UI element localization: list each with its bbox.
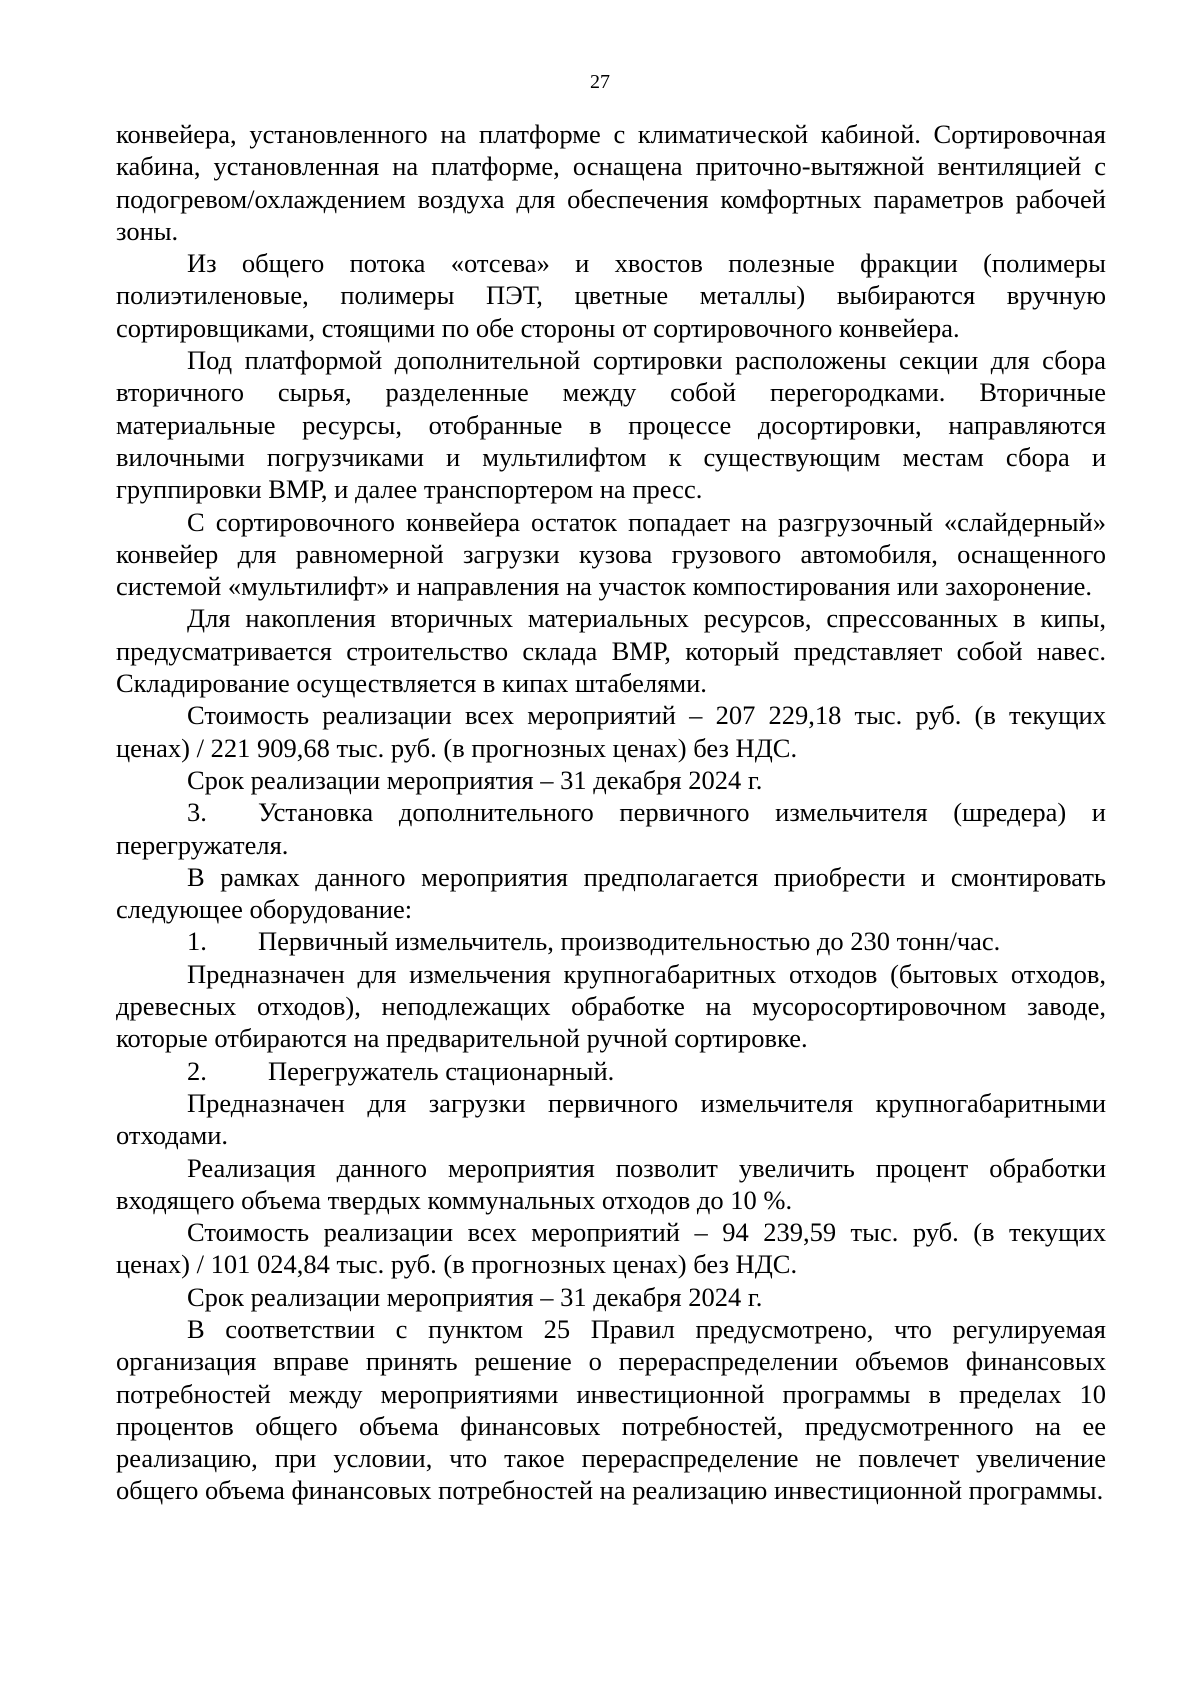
list-item-text: Первичный измельчитель, производительностью до 230 тонн/час. <box>258 926 1001 957</box>
paragraph: С сортировочного конвейера остаток попадает на разгрузочный «слайдерный» конвейер для равномерной загрузки кузова грузового автомобиля, оснащенного системой «мультилифт» и направления на участок компостирования или захоронение. <box>116 506 1106 602</box>
numbered-item <box>116 1055 1106 1087</box>
paragraph: Предназначен для измельчения крупногабаритных отходов (бытовых отходов, древесных отходов), неподлежащих обработке на мусоросортировочном заводе, которые отбираются на предварительной ручной сортировке. <box>116 958 1106 1054</box>
document-body <box>116 118 1106 1507</box>
paragraph: Срок реализации мероприятия – 31 декабря 2024 г. <box>187 1281 763 1312</box>
paragraph: В соответствии с пунктом 25 Правил предусмотрено, что регулируемая организация вправе принять решение о перераспределении объемов финансовых потребностей между мероприятиями инвестиционной программы в пределах 10 процентов общего объема финансовых потребностей, предусмотренного на ее реализацию, при условии, что такое перераспределение не повлечет увеличение общего объема финансовых потребностей на реализацию инвестиционной программы. <box>116 1313 1106 1506</box>
page-number: 27 <box>590 71 610 93</box>
list-item-text: Перегружатель стационарный. <box>268 1055 615 1086</box>
paragraph: Предназначен для загрузки первичного измельчителя крупногабаритными отходами. <box>116 1087 1106 1151</box>
paragraph: Стоимость реализации всех мероприятий – 207 229,18 тыс. руб. (в текущих ценах) / 221 909,68 тыс. руб. (в прогнозных ценах) без НДС. <box>116 700 1106 763</box>
numbered-item <box>116 925 1106 957</box>
paragraph: Для накопления вторичных материальных ресурсов, спрессованных в кипы, предусматривается строительство склада ВМР, который представляет собой навес. Складирование осуществляется в кипах штабелями. <box>116 603 1106 699</box>
list-number: 1. <box>187 926 207 957</box>
paragraph: В рамках данного мероприятия предполагается приобрести и смонтировать следующее оборудование: <box>116 861 1106 925</box>
list-item-text: Установка дополнительного первичного измельчителя (шредера) и перегружателя. <box>116 797 1106 860</box>
paragraph: Срок реализации мероприятия – 31 декабря 2024 г. <box>187 764 763 795</box>
paragraph: конвейера, установленного на платформе с климатической кабиной. Сортировочная кабина, установленная на платформе, оснащена приточно-вытяжной вентиляцией с подогревом/охлаждением воздуха для обеспечения комфортных параметров рабочей зоны. <box>116 119 1106 246</box>
list-number: 3. <box>187 797 207 828</box>
paragraph: Стоимость реализации всех мероприятий – 94 239,59 тыс. руб. (в текущих ценах) / 101 024,84 тыс. руб. (в прогнозных ценах) без НДС. <box>116 1217 1106 1280</box>
list-number: 2. <box>187 1055 207 1086</box>
paragraph: Реализация данного мероприятия позволит увеличить процент обработки входящего объема твердых коммунальных отходов до 10 %. <box>116 1152 1106 1215</box>
paragraph: Под платформой дополнительной сортировки расположены секции для сбора вторичного сырья, разделенные между собой перегородками. Вторичные материальные ресурсы, отобранные в процессе досортировки, направляются вилочными погрузчиками и мультилифтом к существующим местам сбора и группировки ВМР, и далее транспортером на пресс. <box>116 345 1106 505</box>
paragraph: Из общего потока «отсева» и хвостов полезные фракции (полимеры полиэтиленовые, полимеры ПЭТ, цветные металлы) выбираются вручную сортировщиками, стоящими по обе стороны от сортировочного конвейера. <box>116 248 1106 343</box>
numbered-item <box>116 796 1106 861</box>
